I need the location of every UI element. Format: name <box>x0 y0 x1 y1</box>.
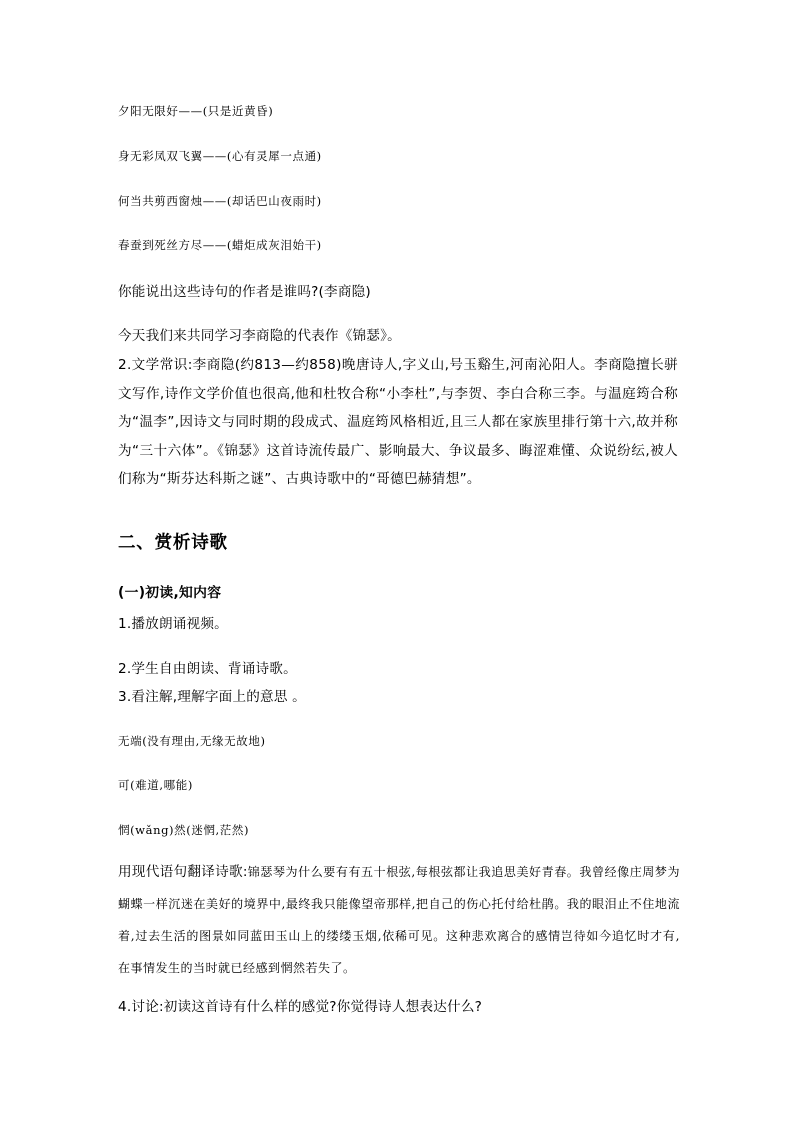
step-1: 1.播放朗诵视频。 <box>118 616 228 632</box>
annotation-3: 惘(wǎng)然(迷惘,茫然) <box>118 823 250 837</box>
annotation-2: 可(难道,哪能) <box>118 778 193 792</box>
step-2: 2.学生自由朗读、背诵诗歌。 <box>118 661 297 677</box>
poem-line-4: 春蚕到死丝方尽——(蜡炬成灰泪始干) <box>118 238 322 252</box>
poem-line-2: 身无彩凤双飞翼——(心有灵犀一点通) <box>118 149 322 163</box>
step-4: 4.讨论:初读这首诗有什么样的感觉?你觉得诗人想表达什么? <box>118 999 483 1015</box>
translation-label: 用现代语句翻译诗歌: <box>118 864 248 880</box>
poem-line-3: 何当共剪西窗烛——(却话巴山夜雨时) <box>118 194 322 208</box>
subsection-heading: (一)初读,知内容 <box>118 585 222 601</box>
author-question: 你能说出这些诗句的作者是谁吗?(李商隐) <box>118 284 371 300</box>
poem-line-1: 夕阳无限好——(只是近黄昏) <box>118 104 274 118</box>
literary-knowledge-paragraph: 2.文学常识:李商隐(约813—约858)晚唐诗人,字义山,号玉谿生,河南沁阳人。李商隐擅长骈文写作,诗作文学价值也很高,他和杜牧合称“小李杜”,与李贺、李白合称三李。与温庭筠合称为“温李”,因诗文与同时期的段成式、温庭筠风格相近,且三人都在家族里排行第十六,故并称为“三十六体”。《锦瑟》这首诗流传最广、影响最大、争议最多、晦涩难懂、众说纷纭,被人们称为“斯芬达科斯之谜”、古典诗歌中的“哥德巴赫猜想”。 <box>118 357 678 487</box>
translation-paragraph <box>118 856 680 984</box>
intro-today: 今天我们来共同学习李商隐的代表作《锦瑟》。 <box>118 328 401 344</box>
section-heading: 二、赏析诗歌 <box>118 533 228 553</box>
translation-text: 锦瑟琴为什么要有有五十根弦,每根弦都让我追思美好青春。我曾经像庄周梦为蝴蝶一样沉迷在美好的境界中,最终我只能像望帝那样,把自己的伤心托付给杜鹃。我的眼泪止不住地流着,过去生活的图景如同蓝田玉山上的缕缕玉烟,依稀可见。这种悲欢离合的感情岂待如今追忆时才有,在事情发生的当时就已经感到惘然若失了。 <box>118 865 680 975</box>
annotation-1: 无端(没有理由,无缘无故地) <box>118 734 266 748</box>
step-3: 3.看注解,理解字面上的意思 。 <box>118 689 306 705</box>
